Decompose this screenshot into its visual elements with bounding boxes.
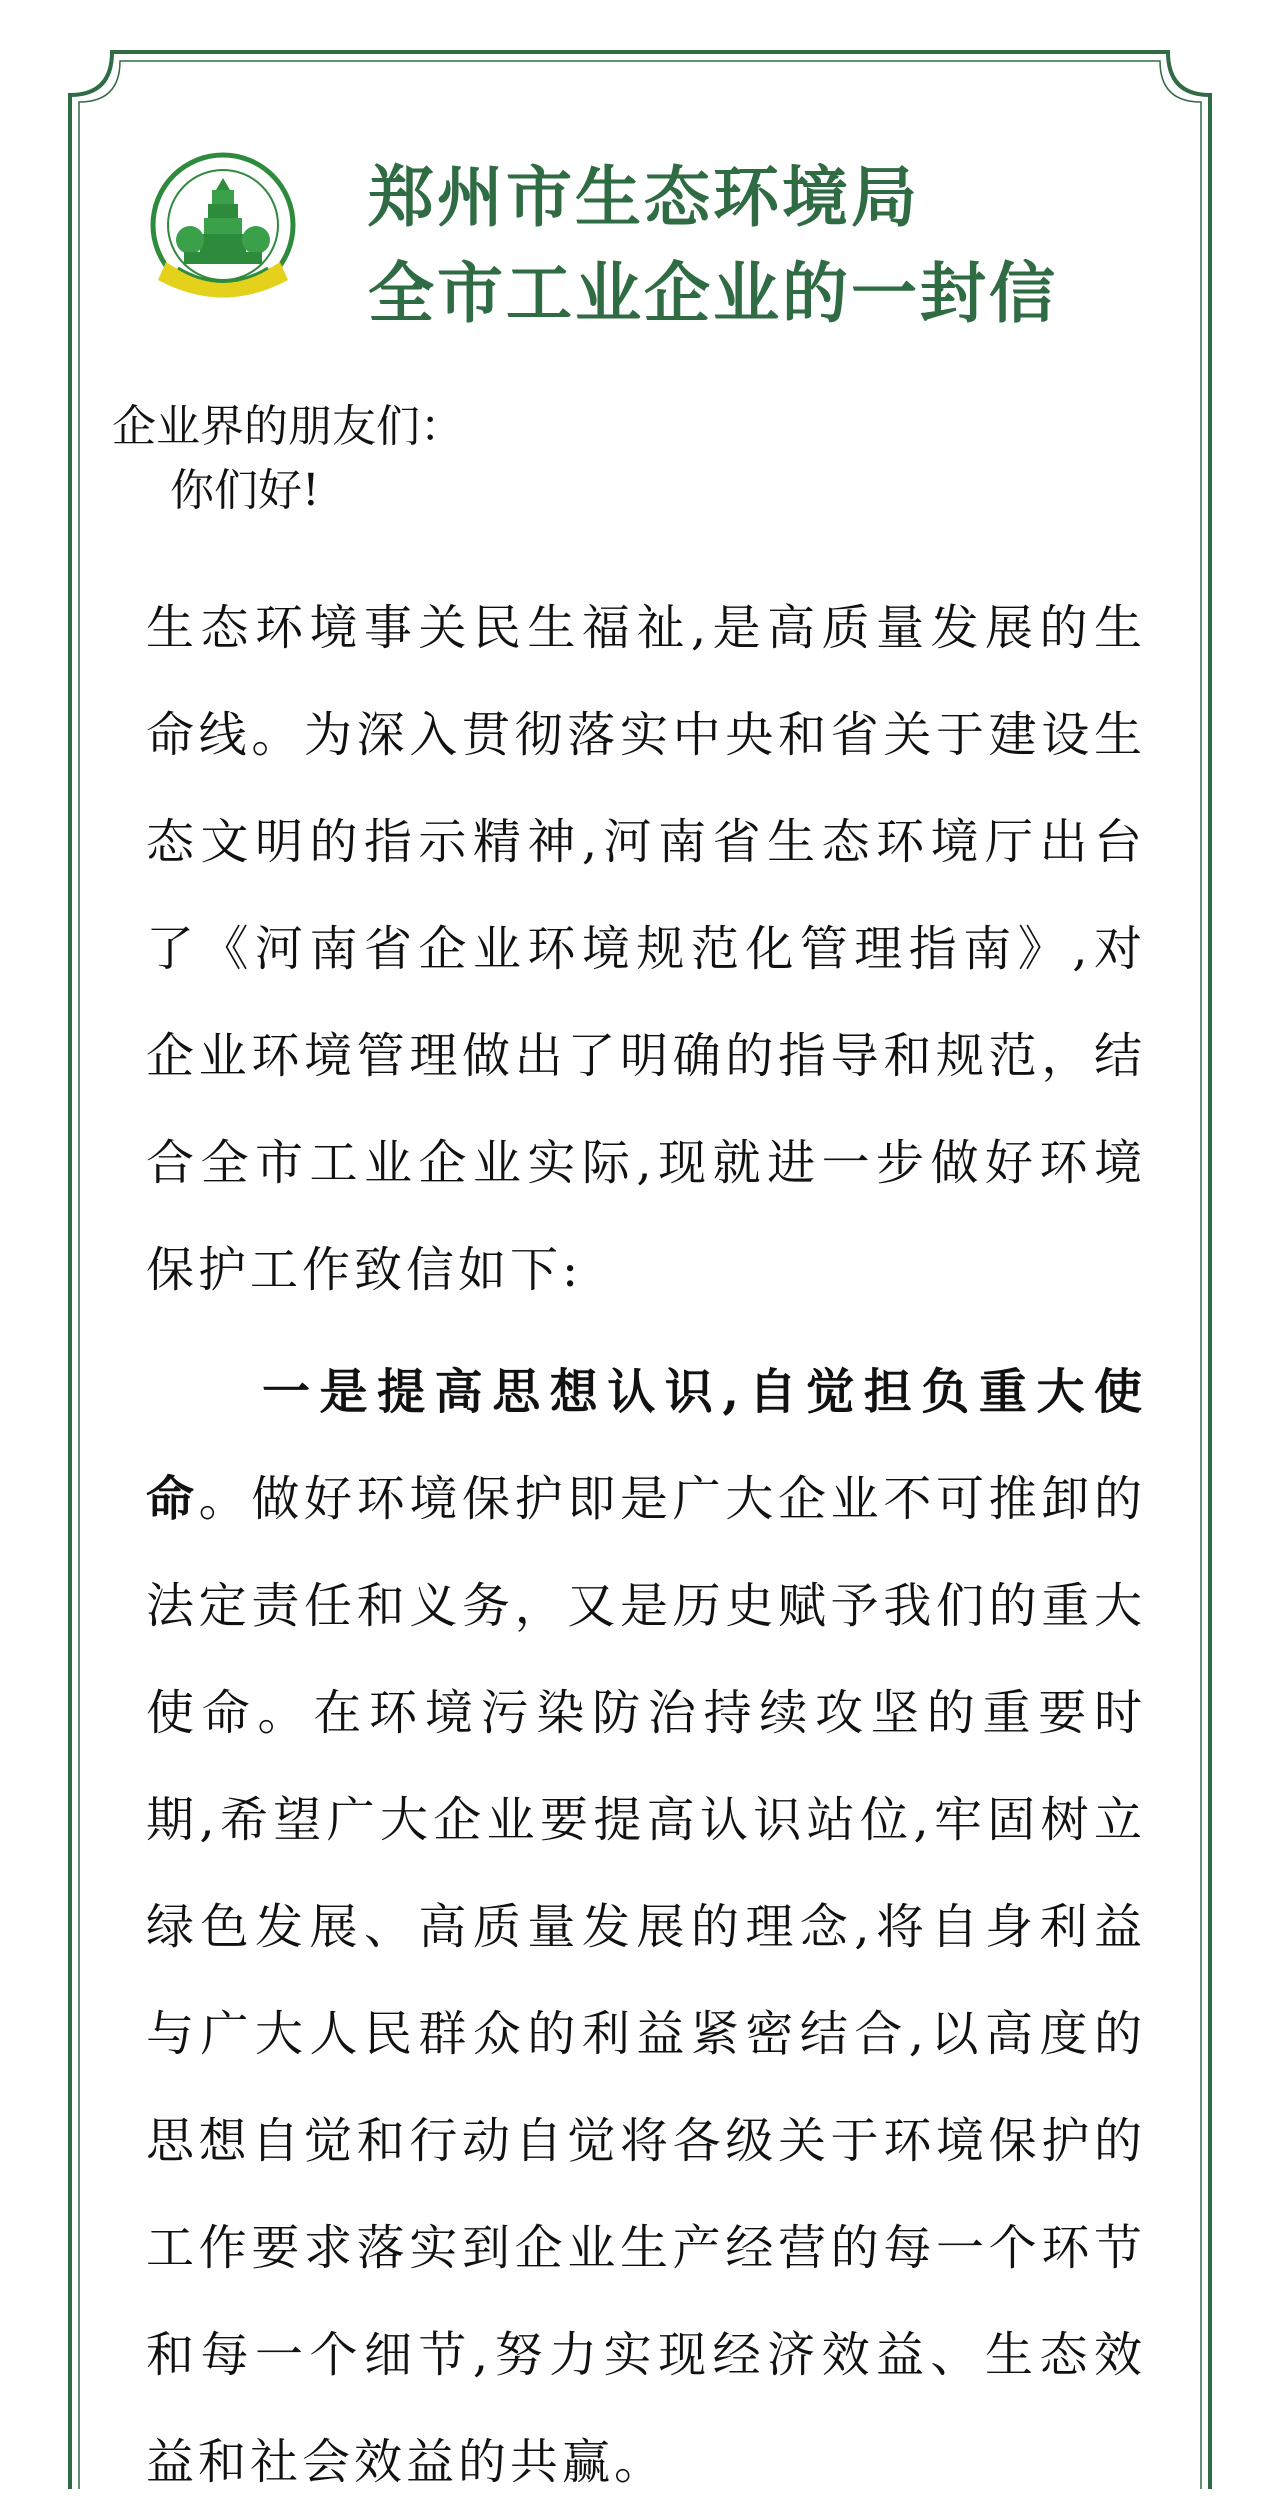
letter-body [146, 575, 1146, 2516]
greeting-block [112, 395, 464, 523]
salutation: 企业界的朋友们： [112, 401, 464, 452]
paragraph-intro: 生态环境事关民生福祉,是高质量发展的生命线。为深入贯彻落实中央和省关于建设生态文明的指示精神,河南省生态环境厅出台了《河南省企业环境规范化管理指南》,对企业环境管理做出了明确的指导和规范，结合全市工业企业实际,现就进一步做好环境保护工作致信如下: [146, 600, 1146, 1298]
point-1-heading: 一是提高思想认识,自觉担负重大使命 [146, 1364, 1146, 1527]
bureau-logo-icon [148, 150, 298, 310]
title-line-1: 郑州市生态环境局 [368, 159, 920, 236]
point-1-body: 。做好环境保护即是广大企业不可推卸的法定责任和义务，又是历史赋予我们的重大使命。在环境污染防治持续攻坚的重要时期,希望广大企业要提高认识站位,牢固树立绿色发展、高质量发展的理念,将自身利益与广大人民群众的利益紧密结合,以高度的思想自觉和行动自觉将各级关于环境保护的工作要求落实到企业生产经营的每一个环节和每一个细节,努力实现经济效益、生态效益和社会效益的共赢。 [146, 1471, 1146, 2490]
paragraph-point-1 [146, 1339, 1146, 2516]
title-line-2: 全市工业企业的一封信 [368, 255, 1058, 332]
letter-header [0, 0, 1280, 360]
greeting-line: 你们好! [170, 465, 320, 516]
page-title [368, 150, 1058, 342]
